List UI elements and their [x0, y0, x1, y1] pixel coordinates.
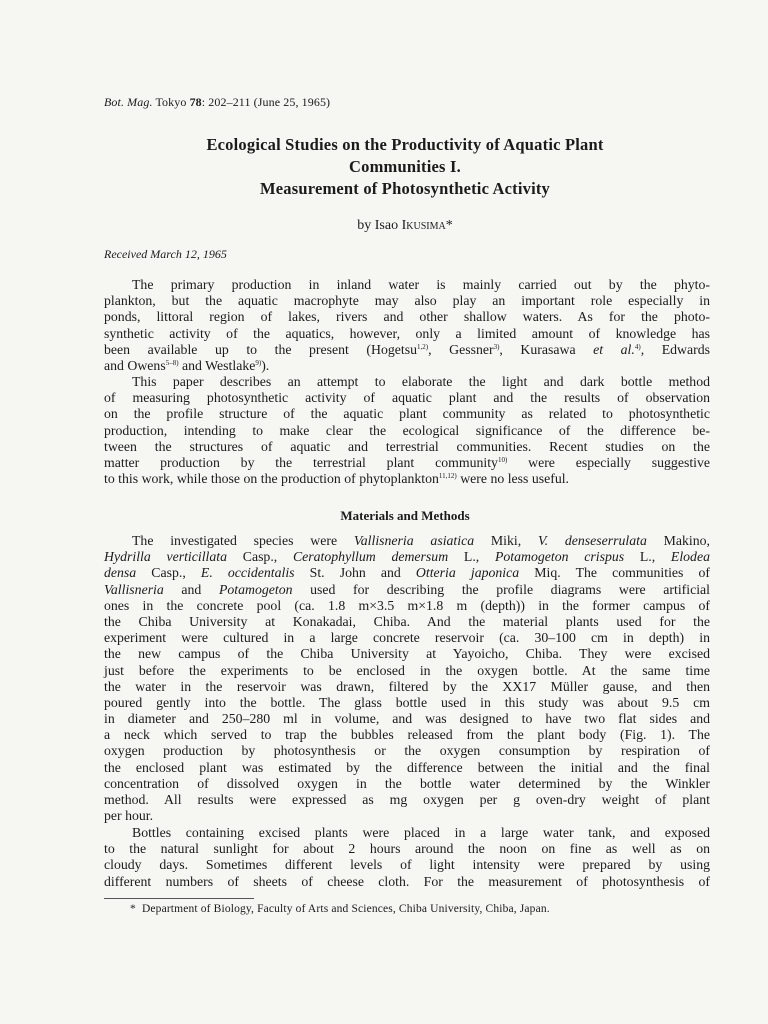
text-run: The investigated species were — [132, 533, 354, 548]
received-date: Received March 12, 1965 — [104, 247, 227, 261]
text-run: Makino, — [646, 533, 711, 548]
text-line — [104, 582, 710, 598]
footnote-divider — [104, 898, 254, 899]
text-run: St. John and — [294, 565, 416, 581]
text-line: per hour. — [104, 808, 154, 824]
text-line: poured gently into the bottle. The glass bottle used in this study was about 9.5 cm — [104, 694, 710, 710]
author-byline — [100, 218, 710, 234]
footnote-text: Department of Biology, Faculty of Arts and Sciences, Chiba University, Chiba, Japan. — [141, 903, 550, 915]
text-line: a neck which served to trap the bubbles released from the plant body (Fig. 1). The — [104, 727, 710, 743]
text-line: concentration of dissolved oxygen in the bottle water determined by the Winkler — [104, 775, 710, 791]
text-line: cloudy days. Sometimes different levels of light intensity were prepared by using — [104, 857, 710, 873]
text-line: to the natural sunlight for about 2 hours around the noon on fine as well as on — [104, 841, 710, 857]
text-line — [104, 455, 710, 471]
text-run: , Gessner — [428, 341, 494, 357]
title-line-3: Measurement of Photosynthetic Activity — [259, 179, 551, 198]
species-name: Elodea — [670, 549, 710, 565]
text-run: ). — [261, 357, 270, 373]
journal-pages-date: : 202–211 (June 25, 1965) — [201, 95, 331, 109]
author-surname: Ikusima — [401, 218, 446, 233]
text-run: and — [163, 581, 219, 597]
text-run: were no less useful. — [456, 471, 570, 487]
paragraph-methods-2 — [104, 825, 710, 890]
author-footnote-marker: * — [445, 218, 453, 233]
text-line: the Chiba University at Konakadai, Chiba. And the material plants used for the — [104, 613, 710, 629]
genus-name: Potamogeton — [218, 581, 293, 597]
author-affiliation-footnote — [130, 903, 550, 915]
text-line: in diameter and 250–280 ml in volume, and was designed to have two flat sides and — [104, 711, 710, 727]
species-name: Potamogeton crispus — [494, 549, 625, 565]
text-run: Casp., — [136, 565, 201, 581]
text-line: just before the experiments to be enclosed in the oxygen bottle. At the same time — [104, 662, 710, 678]
reference-marker: 9) — [255, 358, 262, 367]
text-line — [104, 565, 710, 581]
species-name: densa — [104, 565, 137, 581]
text-line: of measuring photosynthetic activity of aquatic plant and the results of observation — [104, 390, 710, 406]
text-line: the water in the reservoir was drawn, filtered by the XX17 Müller gause, and then — [104, 678, 710, 694]
journal-citation — [104, 95, 330, 110]
journal-volume: 78 — [189, 95, 202, 109]
journal-city: Tokyo — [155, 95, 187, 109]
text-line: Bottles containing excised plants were placed in a large water tank, and exposed — [132, 825, 710, 840]
text-run: and Westlake — [178, 357, 256, 373]
text-run: used for describing the profile diagrams were artificial — [292, 581, 710, 597]
byline-prefix: by Isao — [357, 218, 402, 233]
text-line: production, intending to make clear the ecological significance of the difference be- — [104, 422, 710, 438]
title-line-2: Communities I. — [349, 157, 461, 176]
reference-marker: 3) — [493, 342, 500, 351]
text-run: were especially suggestive — [507, 454, 711, 470]
text-line: method. All results were expressed as mg oxygen per g oven-dry weight of plant — [104, 792, 710, 807]
text-line — [104, 342, 710, 358]
species-name: Ceratophyllum demersum — [292, 549, 449, 565]
paragraph-introduction-2 — [104, 374, 710, 487]
reference-marker: 11,12) — [438, 472, 457, 481]
text-run: , Edwards — [640, 341, 710, 357]
text-line: different numbers of sheets of cheese cloth. For the measurement of photosynthesis of — [104, 873, 710, 889]
text-run: and Owens — [104, 357, 166, 373]
text-line: ones in the concrete pool (ca. 1.8 m×3.5 m×1.8 m (depth)) in the former campus of — [104, 597, 710, 613]
footnote-marker: * — [130, 903, 136, 915]
text-line: ponds, littoral region of lakes, rivers and other shallow waters. As for the photo- — [104, 309, 710, 325]
text-line: synthetic activity of the aquatics, however, only a limited amount of knowledge has — [104, 325, 710, 341]
text-line: tween the structures of aquatic and terrestrial communities. Recent studies on the — [104, 438, 710, 454]
text-run: L., — [624, 549, 671, 565]
text-run: Miq. The communities of — [519, 565, 710, 581]
text-run: L., — [448, 549, 495, 565]
text-line — [104, 358, 710, 374]
text-run-italic: et al. — [593, 341, 635, 357]
text-line — [104, 549, 710, 565]
section-heading: Materials and Methods — [340, 508, 470, 523]
paragraph-methods-1 — [104, 533, 710, 824]
text-line — [104, 471, 710, 487]
text-line: plankton, but the aquatic macrophyte may also play an important role especially in — [104, 293, 710, 309]
text-run: Casp., — [227, 549, 293, 565]
species-name: Hydrilla verticillata — [104, 549, 228, 565]
reference-marker: 1,2) — [417, 342, 429, 351]
reference-marker: 4) — [634, 342, 641, 351]
text-run: Miki, — [474, 533, 538, 548]
journal-name: Bot. Mag. — [104, 95, 153, 109]
text-run: , Kurasawa — [499, 341, 594, 357]
article-title — [100, 134, 710, 200]
species-name: Otteria japonica — [415, 565, 520, 581]
text-line: the new campus of the Chiba University at Yayoicho, Chiba. They were excised — [104, 646, 710, 662]
text-line: The primary production in inland water is mainly carried out by the phyto- — [132, 277, 710, 292]
species-name: Vallisneria asiatica — [353, 533, 475, 548]
genus-name: Vallisneria — [104, 581, 164, 597]
text-line: on the profile structure of the aquatic plant community as related to photosynthetic — [104, 406, 710, 422]
text-line: oxygen production by photosynthesis or the oxygen consumption by respiration of — [104, 743, 710, 759]
text-line: This paper describes an attempt to elaborate the light and dark bottle method — [132, 374, 710, 389]
reference-marker: 5–8) — [165, 358, 179, 367]
reference-marker: 10) — [497, 455, 508, 464]
text-line: the enclosed plant was estimated by the difference between the initial and the final — [104, 759, 710, 775]
text-run: matter production by the terrestrial plant community — [104, 454, 498, 470]
text-run: been available up to the present (Hogetsu — [104, 341, 418, 357]
text-line — [104, 533, 710, 549]
title-line-1: Ecological Studies on the Productivity of Aquatic Plant — [206, 135, 604, 154]
text-line: experiment were cultured in a large concrete reservoir (ca. 30–100 cm in depth) in — [104, 630, 710, 646]
paragraph-introduction-1 — [104, 277, 710, 374]
species-name: E. occidentalis — [200, 565, 295, 581]
species-name: V. denseserrulata — [537, 533, 647, 548]
text-run: to this work, while those on the production of phytoplankton — [104, 471, 439, 487]
